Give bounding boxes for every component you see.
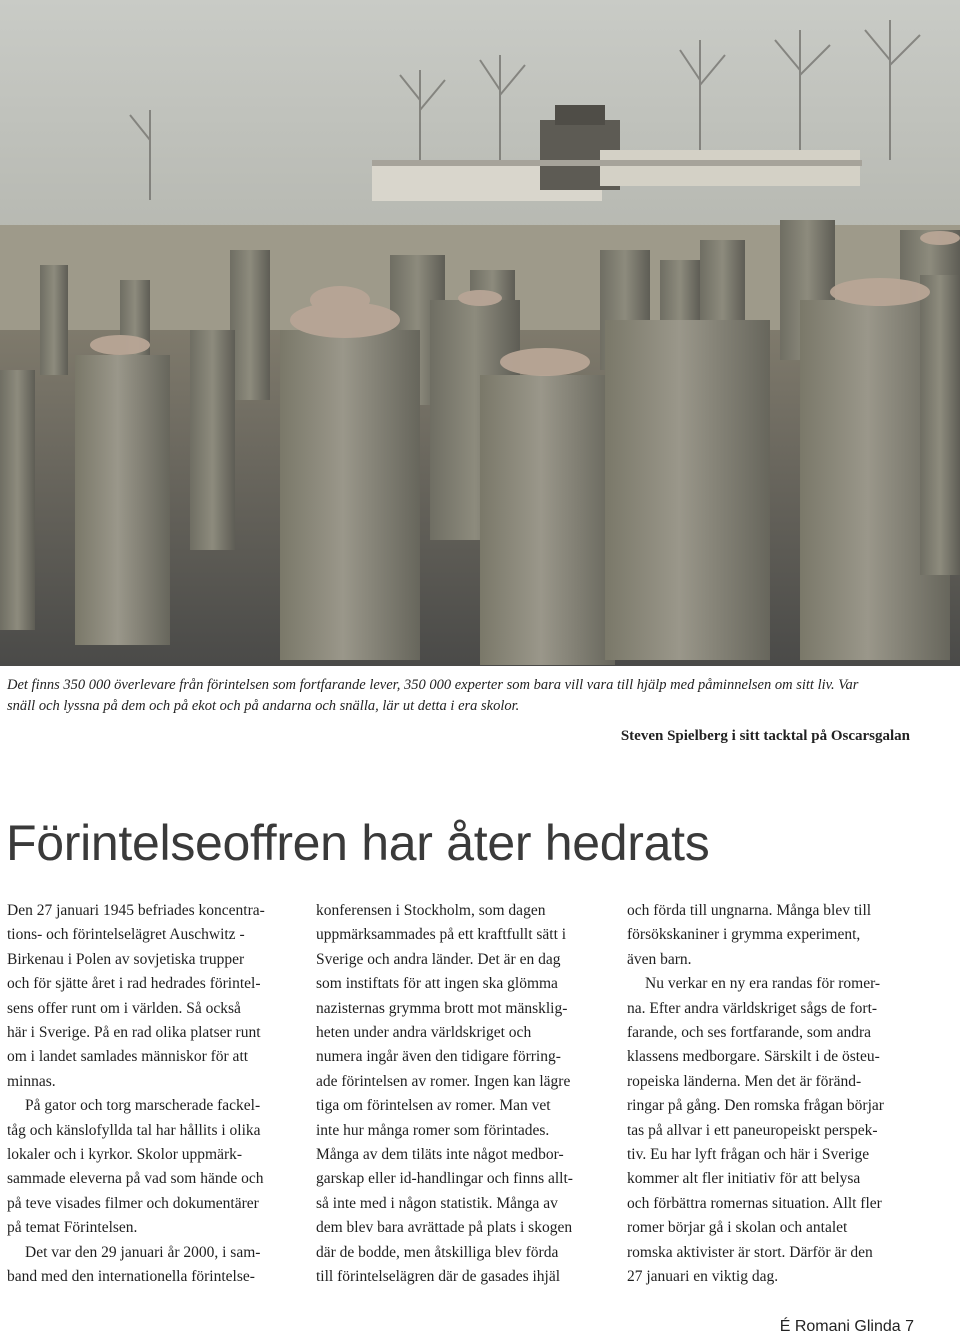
text-line: Det var den 29 januari år 2000, i sam-	[25, 1243, 261, 1261]
text-line: På gator och torg marscherade fackel-	[25, 1097, 261, 1115]
paragraph	[316, 899, 602, 1290]
article-headline: Förintelseoffren har åter hedrats	[6, 815, 710, 871]
text-line: Birkenau i Polen av sovjetiska trupper	[7, 950, 245, 968]
text-line: lokaler och i kyrkor. Skolor uppmärk-	[7, 1146, 243, 1164]
text-line: konferensen i Stockholm, som dagen	[316, 902, 546, 919]
text-line: kommer alt fler initiativ för att belysa	[627, 1170, 861, 1188]
text-line: heten under andra världskriget och	[316, 1024, 532, 1042]
text-line: garskap eller id-handlingar och finns allt-	[316, 1170, 573, 1188]
text-line: så inte med i någon statistik. Många av	[316, 1194, 558, 1212]
text-line: sens offer runt om i världen. Så också	[7, 999, 241, 1017]
paragraph	[7, 1241, 285, 1290]
article-column-2	[316, 899, 602, 1290]
text-line: dem blev bara avrättade på plats i skogen	[316, 1219, 573, 1237]
text-line: Många av dem tiläts inte något medbor-	[316, 1146, 564, 1164]
text-line: ringar på gång. Den romska frågan börjar	[627, 1097, 884, 1115]
paragraph	[7, 899, 285, 1094]
text-line: inte hur många romer som förintades.	[316, 1121, 550, 1139]
page-footer: É Romani Glinda 7	[779, 1318, 914, 1335]
text-line: även barn.	[627, 950, 692, 968]
text-line: ade förintelsen av romer. Ingen kan lägre	[316, 1072, 571, 1090]
caption-line: Det finns 350 000 överlevare från förintelsen som fortfarande lever, 350 000 experter som bara vill vara till hjälp med påminnelsen om sitt liv. Var	[7, 677, 859, 693]
text-line: uppmärksammades på ett kraftfullt sätt i	[316, 926, 567, 944]
text-line: band med den internationella förintelse-	[7, 1268, 255, 1286]
text-line: minnas.	[7, 1072, 56, 1090]
text-line: på teve visades filmer och dokumentärer	[7, 1194, 259, 1212]
text-line: sammade eleverna på vad som hände och	[7, 1170, 264, 1188]
text-line: Den 27 januari 1945 befriades koncentra-	[7, 902, 265, 919]
text-line: till förintelselägren där de gasades ihjäl	[316, 1268, 561, 1286]
text-line: ropeiska länderna. Men det är föränd-	[627, 1072, 862, 1090]
text-line: och för sjätte året i rad hedrades förintel-	[7, 975, 261, 993]
caption-line: snäll och lyssna på dem och på ekot och på andarna och snälla, lär ut detta i era skolor.	[7, 698, 520, 714]
paragraph	[7, 1094, 285, 1240]
article-column-1	[7, 899, 285, 1290]
text-line: där de bodde, men åtskilliga blev förda	[316, 1243, 559, 1261]
text-line: tiv. Eu har lyft frågan och här i Sverige	[627, 1146, 870, 1164]
text-line: tions- och förintelselägret Auschwitz -	[7, 926, 245, 944]
text-line: tåg och känslofyllda tal har hållits i olika	[7, 1121, 261, 1139]
article-column-3	[627, 899, 913, 1290]
paragraph	[627, 899, 913, 972]
text-line: på temat Förintelsen.	[7, 1219, 138, 1237]
text-line: klassens medborgare. Särskilt i de östeu-	[627, 1048, 880, 1066]
quote-attribution: Steven Spielberg i sitt tacktal på Oscarsgalan	[620, 728, 910, 744]
text-line: här i Sverige. På en rad olika platser runt	[7, 1024, 261, 1042]
text-line: och förda till ungnarna. Många blev till	[627, 902, 872, 919]
text-line: försökskaniner i grymma experiment,	[627, 926, 861, 944]
photo-caption	[7, 675, 952, 717]
text-line: farande, och ses fortfarande, som andra	[627, 1024, 872, 1042]
text-line: numera ingår även den tidigare förring-	[316, 1048, 561, 1066]
text-line: 27 januari en viktig dag.	[627, 1268, 779, 1286]
text-line: tiga om förintelsen av romer. Man vet	[316, 1097, 551, 1115]
text-line: nazisternas grymma brott mot mänsklig-	[316, 999, 568, 1017]
text-line: Nu verkar en ny era randas för romer-	[645, 975, 881, 993]
paragraph	[627, 972, 913, 1289]
text-line: romska aktivister är stort. Därför är den	[627, 1243, 873, 1261]
text-line: tas på allvar i ett paneuropeiskt perspek-	[627, 1121, 878, 1139]
text-line: Sverige och andra länder. Det är en dag	[316, 950, 561, 968]
text-line: romer börjar gå i skolan och antalet	[627, 1219, 848, 1237]
text-line: och förbättra romernas situation. Allt fler	[627, 1194, 882, 1212]
text-line: om i landet samlades människor för att	[7, 1048, 249, 1066]
memorial-photo	[0, 0, 960, 666]
text-line: som instiftats för att ingen ska glömma	[316, 975, 558, 993]
text-line: na. Efter andra världskriget sågs de fort-	[627, 999, 878, 1017]
